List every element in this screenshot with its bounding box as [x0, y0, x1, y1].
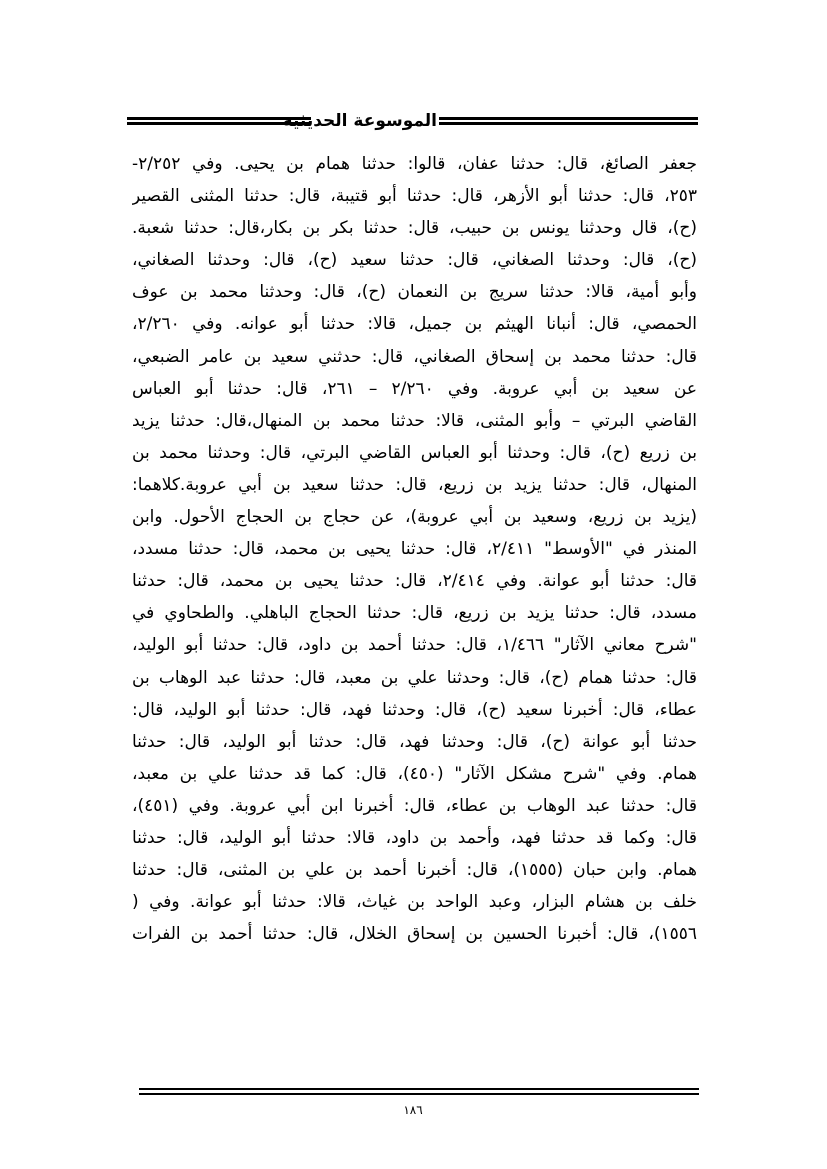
text-line: الحمصي، قال: أنبانا الهيثم بن جميل، قالا: حدثنا أبو عوانه. وفي ٢/٢٦٠،	[132, 314, 697, 335]
text-line: جعفر الصائغ، قال: حدثنا عفان، قالوا: حدثنا همام بن يحيى. وفي ٢/٢٥٢-	[132, 154, 697, 174]
text-line: "شرح معاني الآثار" ١/٤٦٦، قال: حدثنا أحمد بن داود، قال: حدثنا أبو الوليد،	[132, 635, 697, 656]
text-line: المنهال، قال: حدثنا يزيد بن زريع، قال: حدثنا سعيد بن أبي عروبة.كلاهما:	[132, 474, 697, 495]
text-line: حدثنا أبو عوانة (ح)، قال: وحدثنا فهد، قال: حدثنا أبو الوليد، قال: حدثنا	[132, 731, 697, 752]
header-rule-right	[439, 117, 698, 125]
text-line: (ح)، قال وحدثنا يونس بن حبيب، قال: حدثنا بكر بن بكار،قال: حدثنا شعبة.	[132, 218, 697, 239]
text-line: عطاء، قال: أخبرنا سعيد (ح)، قال: وحدثنا فهد، قال: حدثنا أبو الوليد، قال:	[132, 699, 697, 720]
footer-rule	[139, 1088, 699, 1095]
text-line: خلف بن هشام البزار، وعبد الواحد بن غياث، قالا: حدثنا أبو عوانة. وفي (	[132, 892, 697, 913]
text-line: قال: حدثنا أبو عوانة. وفي ٢/٤١٤، قال: حدثنا يحيى بن محمد، قال: حدثنا	[132, 571, 697, 592]
text-line: بن زريع (ح)، قال: وحدثنا أبو العباس القاضي البرتي، قال: وحدثنا محمد بن	[132, 442, 697, 463]
text-line: (ح)، قال: وحدثنا الصغاني، قال: حدثنا سعيد (ح)، قال: وحدثنا الصغاني،	[132, 250, 697, 271]
text-line: عن سعيد بن أبي عروبة. وفي ٢/٢٦٠ – ٢٦١، قال: حدثنا أبو العباس	[132, 378, 697, 399]
text-line: همام. وفي "شرح مشكل الآثار" (٤٥٠)، قال: كما قد حدثنا علي بن معبد،	[132, 763, 697, 784]
header-title: الموسوعة الحديثية	[282, 111, 437, 131]
text-line: وأبو أمية، قالا: حدثنا سريج بن النعمان (ح)، قال: وحدثنا محمد بن عوف	[132, 282, 697, 303]
text-line: ١٥٥٦)، قال: أخبرنا الحسين بن إسحاق الخلال، قال: حدثنا أحمد بن الفرات	[132, 924, 697, 945]
text-line: القاضي البرتي – وأبو المثنى، قالا: حدثنا محمد بن المنهال،قال: حدثنا يزيد	[132, 410, 697, 431]
text-line: قال: حدثنا عبد الوهاب بن عطاء، قال: أخبرنا ابن أبي عروبة. وفي (٤٥١)،	[132, 795, 697, 816]
text-line: ٢٥٣، قال: حدثنا أبو الأزهر، قال: حدثنا أبو قتيبة، قال: حدثنا المثنى القصير	[132, 186, 697, 207]
text-line: المنذر في "الأوسط" ٢/٤١١، قال: حدثنا يحيى بن محمد، قال: حدثنا مسدد،	[132, 539, 697, 560]
text-line: قال: حدثنا محمد بن إسحاق الصغاني، قال: حدثني سعيد بن عامر الضبعي،	[132, 346, 697, 367]
body-text	[132, 148, 697, 950]
text-line: (يزيد بن زريع، وسعيد بن أبي عروبة)، عن حجاج بن الحجاج الأحول. وابن	[132, 507, 697, 528]
text-line: همام. وابن حبان (١٥٥٥)، قال: أخبرنا أحمد بن علي بن المثنى، قال: حدثنا	[132, 860, 697, 881]
page-number: ١٨٦	[403, 1103, 423, 1117]
running-header	[127, 104, 698, 144]
text-line: مسدد، قال: حدثنا يزيد بن زريع، قال: حدثنا الحجاج الباهلي. والطحاوي في	[132, 603, 697, 624]
text-line: قال: حدثنا همام (ح)، قال: وحدثنا علي بن معبد، قال: حدثنا عبد الوهاب بن	[132, 667, 697, 688]
text-line: قال: وكما قد حدثنا فهد، وأحمد بن داود، قالا: حدثنا أبو الوليد، قال: حدثنا	[132, 827, 697, 848]
